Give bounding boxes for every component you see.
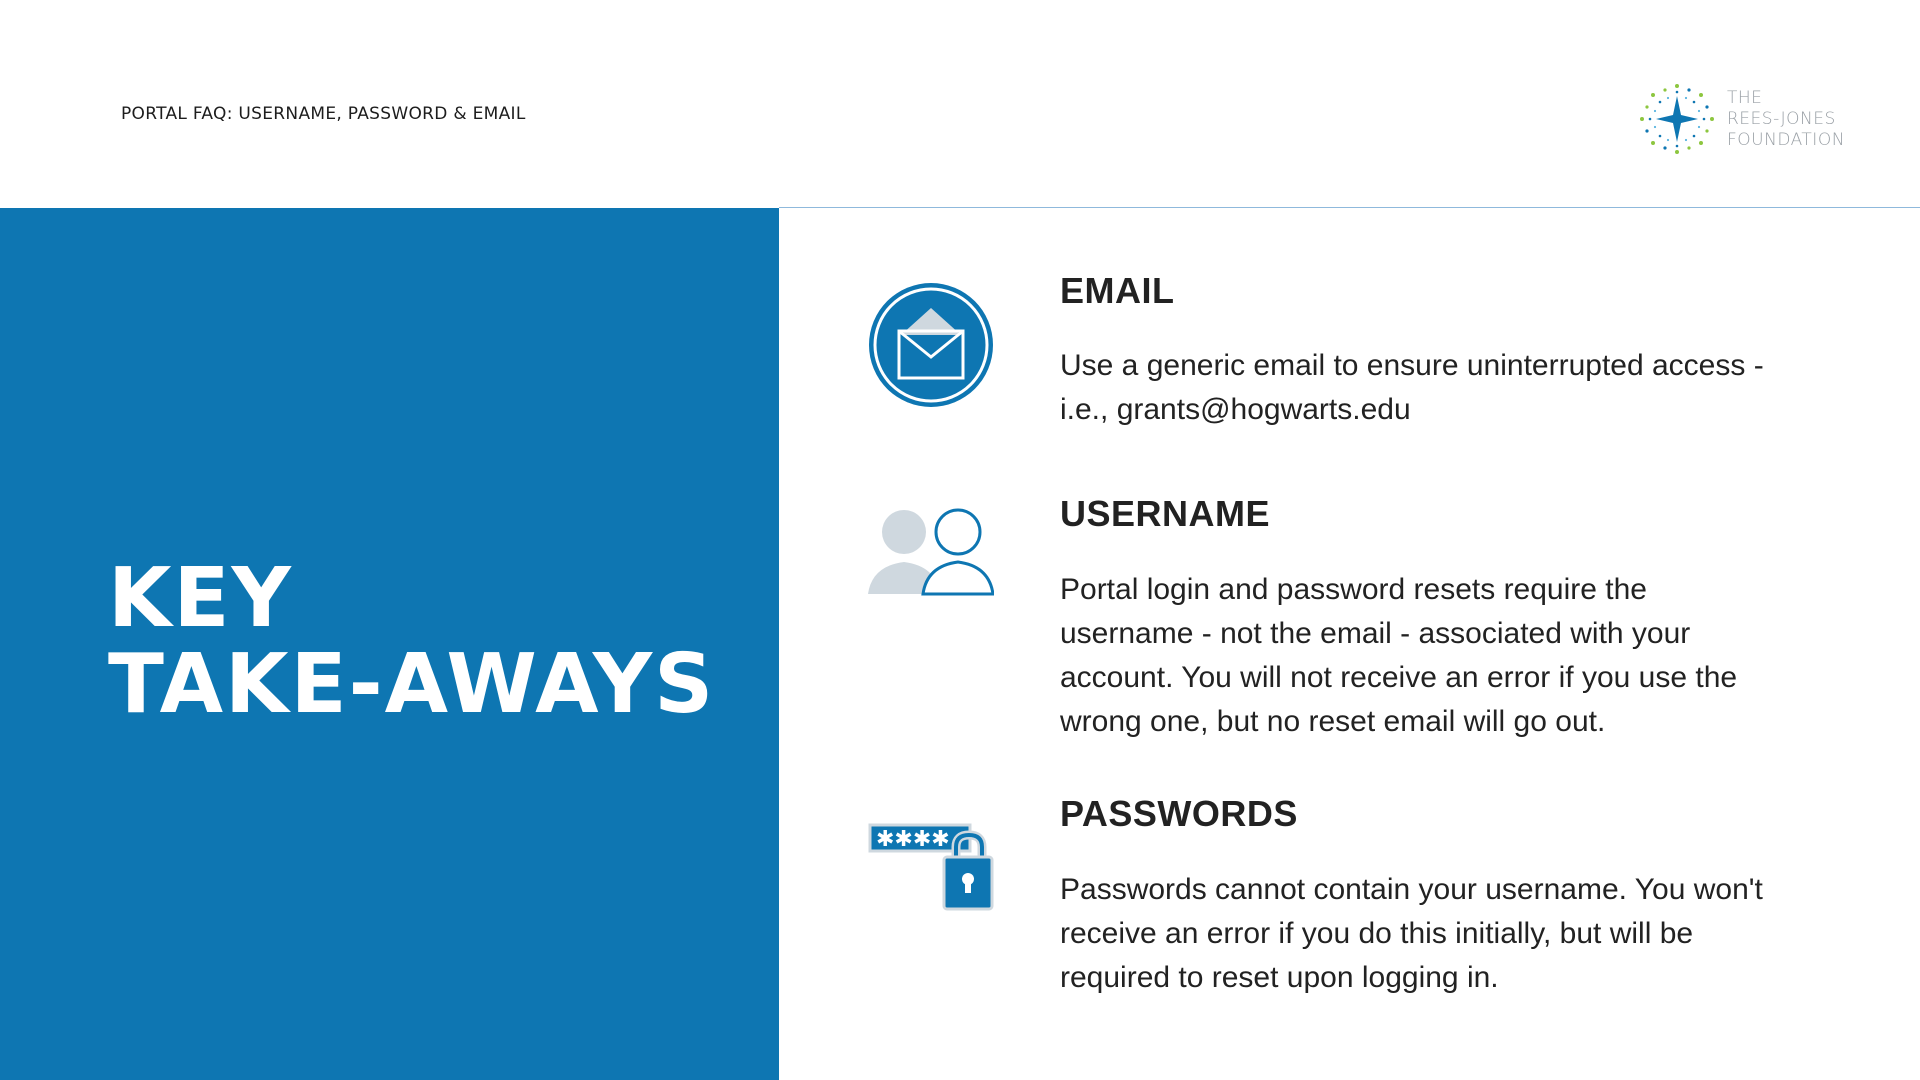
email-section xyxy=(1060,270,1780,432)
key-takeaways-heading xyxy=(108,551,716,732)
email-body: Use a generic email to ensure uninterrupted access - i.e., grants@hogwarts.edu xyxy=(1060,349,1764,426)
password-lock-icon xyxy=(868,823,994,911)
heading-line-2: TAKE-AWAYS xyxy=(108,637,716,732)
logo-line-2: REES-JONES xyxy=(1727,109,1836,129)
starburst-logo-icon xyxy=(1638,82,1716,156)
svg-text:✱✱✱✱: ✱✱✱✱ xyxy=(876,827,950,852)
users-icon xyxy=(868,508,994,598)
foundation-logo xyxy=(1638,82,1858,156)
envelope-icon xyxy=(868,282,994,408)
key-takeaways-panel xyxy=(0,208,779,1080)
passwords-body: Passwords cannot contain your username. You won't receive an error if you do this initially, but will be required to reset upon logging in. xyxy=(1060,873,1763,994)
heading-line-1: KEY xyxy=(108,551,293,646)
logo-wordmark xyxy=(1727,88,1845,151)
header-divider xyxy=(779,207,1920,208)
username-heading: USERNAME xyxy=(1060,493,1271,534)
username-section xyxy=(1060,493,1780,744)
passwords-section xyxy=(1060,793,1780,1000)
passwords-heading: PASSWORDS xyxy=(1060,793,1298,834)
logo-line-1: THE xyxy=(1727,88,1763,108)
logo-line-3: FOUNDATION xyxy=(1727,130,1845,150)
page-header-title: PORTAL FAQ: USERNAME, PASSWORD & EMAIL xyxy=(121,104,526,124)
email-heading: EMAIL xyxy=(1060,270,1175,311)
username-body: Portal login and password resets require the username - not the email - associated with your account. You will not receive an error if you use the wrong one, but no reset email will go out. xyxy=(1060,573,1738,738)
